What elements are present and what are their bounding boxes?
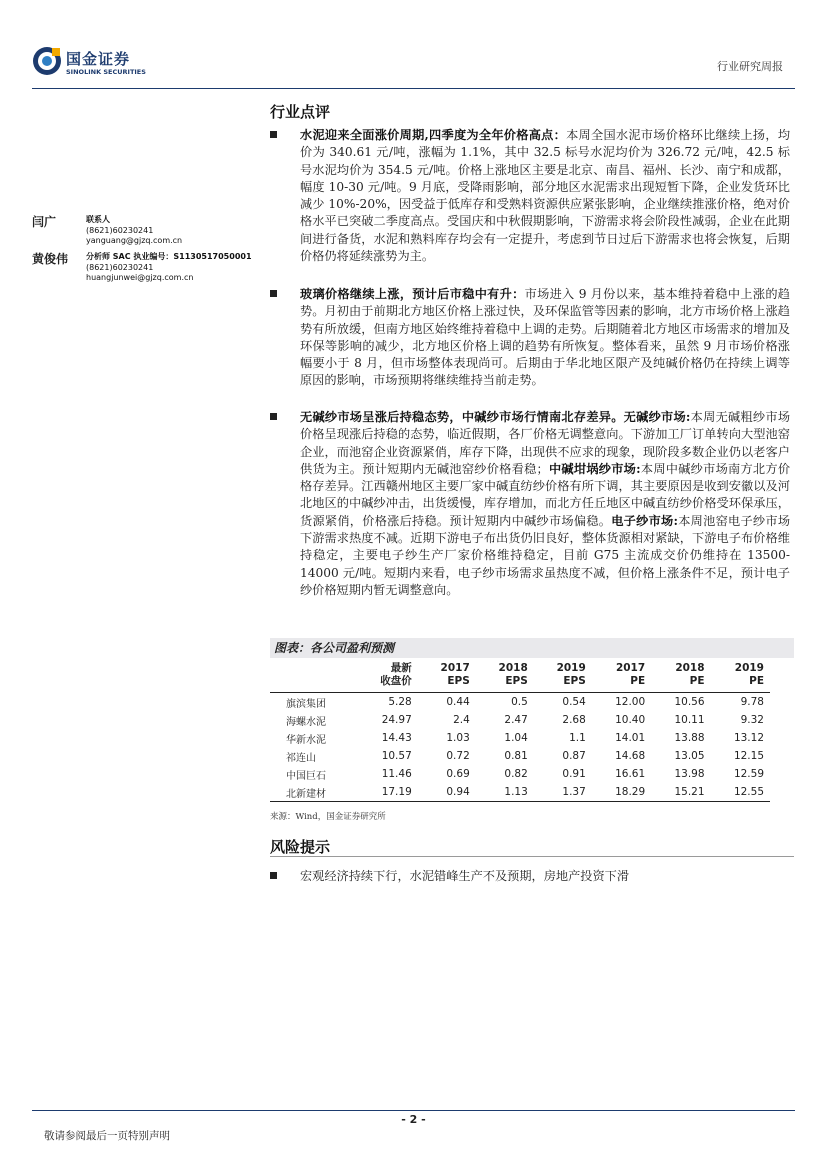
table-cell: 1.37 [562,786,586,798]
paragraph-lead: 水泥迎来全面涨价周期,四季度为全年价格高点： [300,128,567,142]
header-line: 2019 [734,662,764,674]
table-cell: 2.47 [504,714,528,726]
table-cell: 11.46 [381,768,412,780]
risk-text: 宏观经济持续下行，水泥错峰生产不及预期，房地产投资下滑 [300,869,630,883]
table-row [270,783,770,802]
company-name-cell: 祁连山 [286,752,316,764]
table-cell: 18.29 [615,786,646,798]
sub-label: 电子纱市场: [611,513,678,528]
author-card [32,213,268,249]
paragraph-lead: 玻璃价格继续上涨，预计后市稳中有升： [300,287,525,301]
author-name: 闫广 [32,215,57,229]
paragraph-text: 本周中碱纱市场南方北方价格存差异。江西赣州地区主要厂家中碱直纺纱价格有所下调，其主要原因是收到安徽以及河北地区的中碱纱冲击，出货缓慢，库存增加，而北方任丘地区中碱直纺纱价格受环保承压，货源紧俏，价格涨后持稳。预计短期内中碱纱市场偏稳。 [300,461,791,528]
sub-label: 中碱坩埚纱市场: [548,461,641,476]
header-divider [32,88,795,89]
company-logo [32,46,172,82]
company-name-cell: 旗滨集团 [286,698,326,710]
risk-divider [270,856,794,857]
table-cell: 0.69 [446,768,470,780]
table-cell: 0.54 [562,696,586,708]
table-title: 图表：各公司盈利预测 [270,638,794,658]
table-row [270,693,770,712]
table-header-cell [418,660,476,693]
table-cell: 16.61 [615,768,646,780]
table-cell: 13.05 [674,750,705,762]
fiberglass-paragraph [270,409,790,599]
table-cell: 9.78 [740,696,764,708]
risk-title: 风险提示 [270,838,331,856]
paragraph-text: 本周全国水泥市场价格环比继续上扬，均价为 340.61 元/吨，涨幅为 1.1%，其中 32.5 标号水泥均价为 326.72 元/吨，42.5 标号水泥均价为 354.5 元/吨。价格上涨地区主要是北京、南昌、福州、长沙、南宁和成都，幅度 10-30 元/吨。9 月底，受降雨影响，部分地区水泥需求出现短暂下降，企业发货环比减少 10%-20%，因受益于低库存和受熟料资源供应紧张影响，企业继续推涨价格，绝对价格水平已突破二季度高点。受国庆和中秋假期影响，下游需求将会阶段性减弱，企业在此期间进行备货，水泥和熟料库存均会有一定提升，考虑到节日过后下游需求也将会恢复，后期价格仍将延续涨势为主。 [300,128,791,264]
sub-label: 无碱纱市场: [623,410,691,424]
paragraph-text: 本周池窑电子纱市场下游需求热度不减。近期下游电子布出货仍旧良好，整体货源相对紧缺，下游电子布价格维持稳定，主要电子纱生产厂家价格维持稳定，目前 G75 主流成交价仍维持在 13500-14000 元/吨。短期内来看，电子纱市场需求虽热度不减，但价格上涨条件不足，预计电子纱价格短期内暂无调整意向。 [300,513,791,597]
table-cell: 12.00 [615,696,646,708]
header-line: 最新 [390,662,412,674]
table-cell: 14.68 [615,750,646,762]
footer-divider [32,1110,795,1111]
table-header-row [270,660,770,693]
header-line: 2017 [440,662,470,674]
glass-paragraph [270,286,790,390]
table-cell: 0.82 [504,768,528,780]
table-cell: 13.98 [674,768,705,780]
report-type-label: 行业研究周报 [717,60,783,73]
table-cell: 9.32 [740,714,764,726]
header-line: PE [749,675,764,687]
table-cell: 15.21 [674,786,705,798]
table-cell: 0.91 [562,768,586,780]
table-cell: 0.72 [446,750,470,762]
table-header-cell [651,660,710,693]
table-header-cell [270,660,356,693]
paragraph-text: 本周无碱粗纱市场价格呈现涨后持稳的态势，临近假期，各厂价格无调整意向。下游加工厂订单转向大型池窑企业，而池窑企业资源紧俏，库存下降，出现供不应求的现象，现阶段多数企业仍以老客户供货为主。预计短期内无碱池窑纱价格看稳； [300,410,791,476]
author-phone: (8621)60230241 [86,225,154,235]
table-cell: 13.88 [674,732,705,744]
table-header-cell [534,660,592,693]
company-name-cell: 华新水泥 [286,734,326,746]
table-header-cell [356,660,418,693]
logo-chinese-name: 国金证券 [66,50,131,68]
section-title: 行业点评 [270,103,331,121]
table-cell: 0.87 [562,750,586,762]
table-cell: 17.19 [381,786,412,798]
sinolink-logo-icon [32,46,62,76]
table-cell: 10.57 [381,750,412,762]
table-cell: 24.97 [381,714,412,726]
risk-item [270,868,790,885]
author-role: 分析师 SAC 执业编号：S1130517050001 [86,252,252,261]
table-cell: 0.81 [504,750,528,762]
header-line: EPS [505,675,528,687]
author-email[interactable]: huangjunwei@gjzq.com.cn [86,273,194,282]
author-role: 联系人 [86,215,110,224]
table-header-cell [592,660,651,693]
table-header-cell [711,660,770,693]
table-row [270,711,770,729]
table-cell: 14.43 [381,732,412,744]
table-cell: 0.5 [511,696,528,708]
author-email[interactable]: yanguang@gjzq.com.cn [86,236,183,245]
table-cell: 1.03 [446,732,470,744]
cement-paragraph [270,127,790,265]
author-phone: (8621)60230241 [86,262,154,272]
author-details [86,252,252,284]
author-name: 黄俊伟 [32,252,69,266]
bullet-icon [270,290,277,297]
table-cell: 1.04 [504,732,528,744]
table-cell: 1.1 [569,732,586,744]
disclaimer-note: 敬请参阅最后一页特别声明 [44,1130,170,1142]
header-line: EPS [447,675,470,687]
header-line: 2017 [615,662,646,674]
table-row [270,747,770,765]
header-line: 收盘价 [380,675,412,687]
table-cell: 5.28 [388,696,412,708]
author-card [32,250,268,286]
table-cell: 0.44 [446,696,470,708]
paragraph-lead: 无碱纱市场呈涨后持稳态势，中碱纱市场行情南北存差异。 [300,410,624,424]
company-name-cell: 海螺水泥 [286,716,326,728]
table-cell: 10.40 [615,714,646,726]
table-body [270,693,770,802]
table-row [270,765,770,783]
table-cell: 10.56 [674,696,705,708]
logo-english-name: SINOLINK SECURITIES [66,68,146,76]
table-header-cell [476,660,534,693]
table-cell: 12.15 [733,750,764,762]
header-line: PE [689,675,705,687]
company-name-cell: 北新建材 [286,788,326,800]
table-row [270,729,770,747]
author-details [86,215,182,247]
table-cell: 10.11 [674,714,705,726]
table-cell: 12.59 [733,768,764,780]
page-number: - 2 - [401,1113,426,1126]
header-line: 2018 [498,662,528,674]
bullet-icon [270,413,277,420]
table-cell: 12.55 [733,786,764,798]
table-cell: 13.12 [733,732,764,744]
table-source: 来源：Wind，国金证券研究所 [270,812,386,822]
header-line: 2019 [556,662,586,674]
table-cell: 2.4 [453,714,470,726]
company-name-cell: 中国巨石 [286,770,326,782]
table-cell: 1.13 [504,786,528,798]
paragraph-text: 市场进入 9 月份以来，基本维持着稳中上涨的趋势。月初由于前期北方地区价格上涨过快，及环保监管等因素的影响，北方市场价格上涨趋势有所放缓，但南方地区始终维持着稳中上调的走势。后期随着北方地区市场需求的增加及环保等影响的减少，北方地区价格上调的趋势有所恢复。整体看来，虽然 9 月市场价格涨幅要小于 8 月，但市场整体表现尚可。后期由于华北地区限产及纯碱价格仍在持续上调等原因的影响，市场预期将继续维持当前走势。 [300,287,790,388]
header-line: 2018 [675,662,705,674]
header-line: EPS [563,675,586,687]
earnings-forecast-table [270,660,770,802]
table-cell: 2.68 [562,714,586,726]
bullet-icon [270,131,277,138]
bullet-icon [270,872,277,879]
header-line: PE [630,675,646,687]
table-cell: 14.01 [615,732,646,744]
table-cell: 0.94 [446,786,470,798]
